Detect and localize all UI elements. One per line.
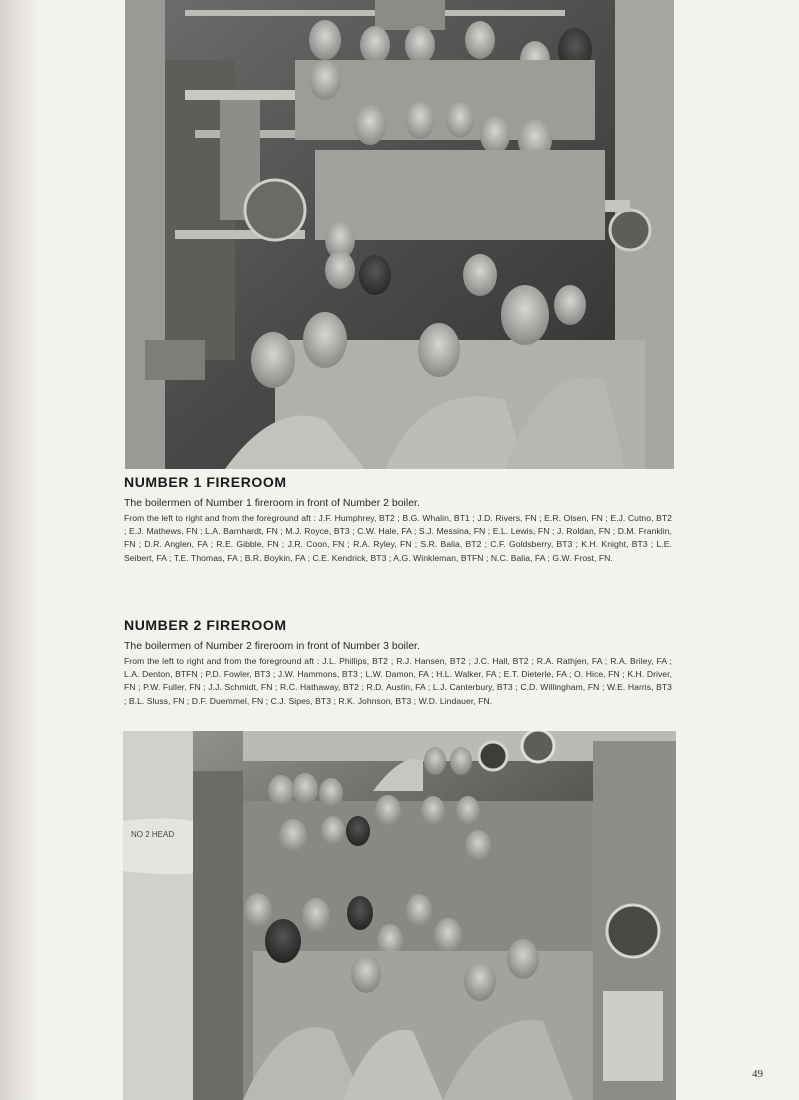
fireroom-1-subtitle: The boilermen of Number 1 fireroom in front of Number 2 boiler. (124, 497, 420, 509)
fireroom-2-heading: NUMBER 2 FIREROOM (124, 617, 287, 633)
fireroom-1-heading: NUMBER 1 FIREROOM (124, 474, 287, 490)
fireroom-2-photo (123, 731, 676, 1100)
page-number: 49 (752, 1068, 763, 1080)
fireroom-2-names: From the left to right and from the foreground aft : J.L. Phillips, BT2 ; R.J. Hansen, BT2 ; J.C. Hall, BT2 ; R.A. Rathjen, FA ; R.A. Briley, FA ; L.A. Denton, BTFN ; P.D. Fowler, BT3 ; J.W. Hammons, BT3 ; L.W. Damon, FA ; H.L. Walker, FA ; E.T. Dieterle, FA ; O. Hice, FN ; K.H. Driver, FN ; P.W. Fuller, FN ; J.J. Schmidt, FN ; R.C. Hathaway, BT2 ; R.D. Austin, FA ; L.J. Canterbury, BT3 ; C.D. Willingham, FN ; W.E. Harris, BT3 ; B.L. Sluss, FN ; D.F. Duemmel, FN ; C.J. Sipes, BT3 ; R.K. Johnson, BT3 ; W.D. Lindauer, FN. (124, 656, 672, 706)
fireroom-2-caption (124, 617, 672, 708)
svg-text:NO 2 HEAD: NO 2 HEAD (131, 830, 175, 839)
fireroom-2-subtitle: The boilermen of Number 2 fireroom in front of Number 3 boiler. (124, 640, 420, 652)
fireroom-2-sign-label (131, 830, 174, 839)
fireroom-1-photo (125, 0, 674, 469)
fireroom-1-names: From the left to right and from the foreground aft : J.F. Humphrey, BT2 ; B.G. Whalin, BT1 ; J.D. Rivers, FN ; E.R. Olsen, FN ; E.J. Cutno, BT2 ; E.J. Mathews, FN ; L.A. Barnhardt, FN ; M.J. Royce, BT3 ; C.W. Hale, FA ; S.J. Messina, FN ; E.L. Lewis, FN ; J. Roldan, FN ; D.M. Franklin, FN ; D.R. Anglen, FA ; R.E. Gibble, FN ; J.R. Coon, FN ; R.A. Ryley, FN ; S.R. Balia, BT2 ; C.F. Goldsberry, BT3 ; K.H. Knight, BT3 ; L.E. Seibert, FA ; T.E. Thomas, FA ; B.R. Boykin, FA ; C.E. Kendrick, BT3 ; A.G. Winkleman, BTFN ; N.C. Balia, FA ; G.W. Frost, FN. (124, 513, 672, 563)
binding-shadow (0, 0, 40, 1100)
fireroom-1-caption (124, 474, 672, 565)
